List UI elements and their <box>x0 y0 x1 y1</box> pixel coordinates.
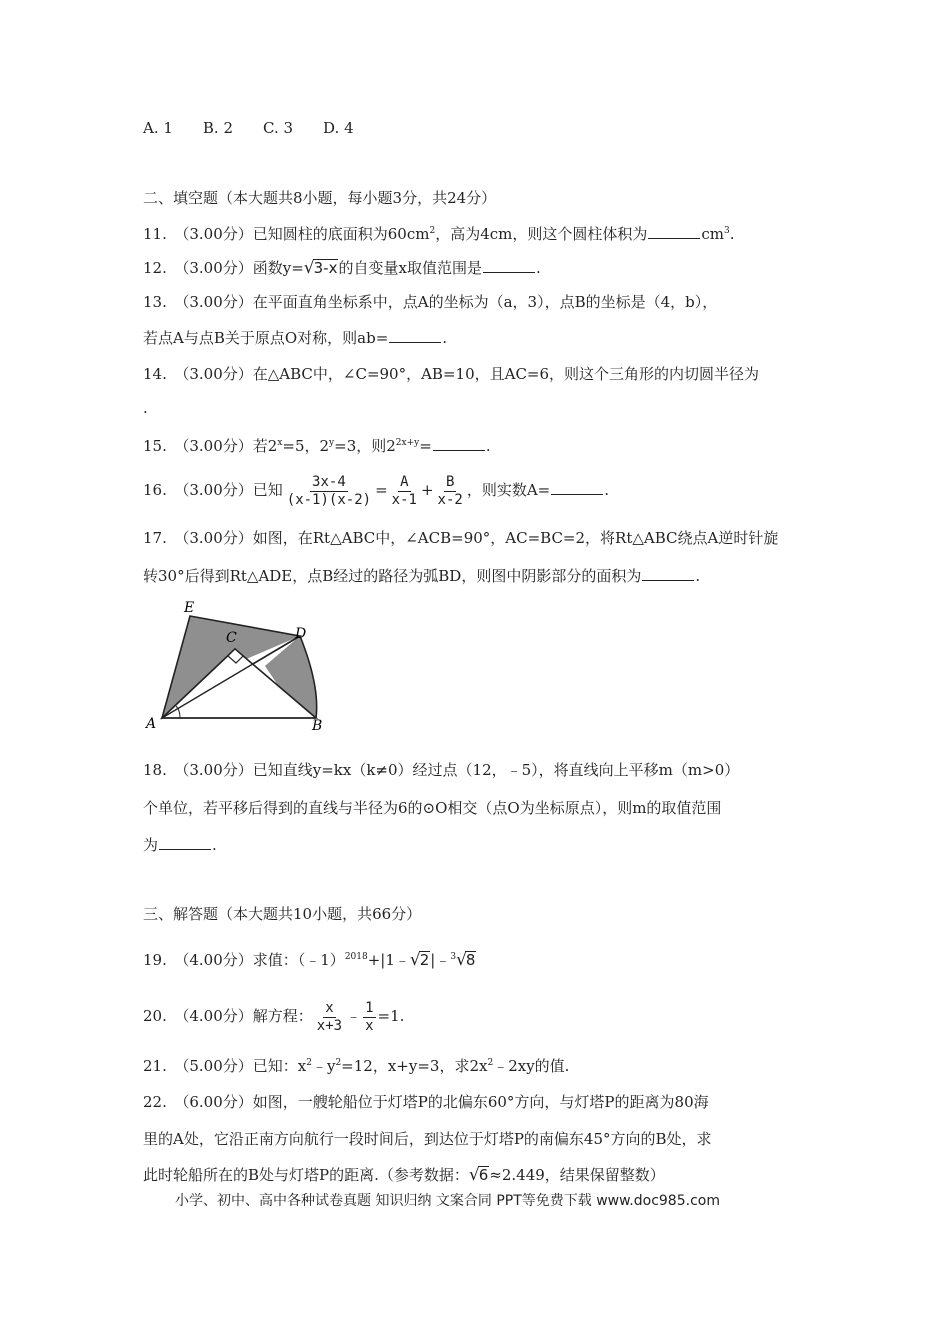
fraction: $\frac{x}{x+3}$ <box>316 999 343 1034</box>
radical-sign: √ <box>468 1165 480 1185</box>
question-20: 20. （4.00分）解方程： $\frac{x}{x+3}$ ﹣ $\frac{1}{x}$ =1. <box>143 999 405 1034</box>
question-17-line-2: 转30°后得到Rt△ADE，点B经过的路径为弧BD，则图中阴影部分的面积为 . <box>143 567 701 585</box>
label-d: D <box>295 626 307 642</box>
question-22-line-3: 此时轮船所在的B处与灯塔P的距离.（参考数据：√6≈2.449，结果保留整数） <box>143 1165 665 1185</box>
fraction: $\frac{B}{x-2}$ <box>437 473 463 508</box>
question-21: 21. （5.00分）已知：$x^2﹣y^2=12$，x+y=3，求$2x^2﹣2xy$的值. <box>143 1057 570 1075</box>
question-15: 15. （3.00分）若$2^x=5$，$2^y=3$，则$2^{2x+y}=$ . <box>143 437 491 455</box>
label-e: E <box>184 600 195 616</box>
answer-blank <box>648 224 700 239</box>
cube-root-sign: √ <box>456 950 467 970</box>
question-11: 11. （3.00分）已知圆柱的底面积为$60cm^2$，高为4cm，则这个圆柱体积为 $cm^3$. <box>143 225 735 243</box>
question-13-line-2: 若点A与点B关于原点O对称，则ab= . <box>143 329 448 347</box>
question-14-line-2: . <box>143 399 148 417</box>
geometry-figure <box>140 596 340 736</box>
question-22-line-2: 里的A处，它沿正南方向航行一段时间后，到达位于灯塔P的南偏东45°方向的B处，求 <box>143 1130 712 1148</box>
question-19: 19. （4.00分）求值：（﹣1）$^{2018}$+|1﹣√2|﹣$^3$√8 <box>143 950 476 970</box>
label-c: C <box>226 630 237 646</box>
question-22-line-1: 22. （6.00分）如图，一艘轮船位于灯塔P的北偏东60°方向，与灯塔P的距离为80海 <box>143 1093 709 1111</box>
question-18-line-1: 18. （3.00分）已知直线y=kx（k≠0）经过点（12，﹣5），将直线向上平移m（m>0） <box>143 761 740 779</box>
answer-blank <box>433 436 485 451</box>
question-18-line-3: 为 . <box>143 836 217 854</box>
answer-blank <box>551 480 603 495</box>
question-14-line-1: 14. （3.00分）在△ABC中，∠C=90°，AB=10，且AC=6，则这个三角形的内切圆半径为 <box>143 365 760 383</box>
label-b: B <box>312 718 323 734</box>
radical-sign: √ <box>303 258 315 278</box>
question-13-line-1: 13. （3.00分）在平面直角坐标系中，点A的坐标为（a，3），点B的坐标是（4，b）， <box>143 293 718 311</box>
question-12: 12. （3.00分）函数y=√3-x的自变量x取值范围是 . <box>143 258 541 278</box>
answer-blank <box>389 328 441 343</box>
answer-blank <box>159 835 211 850</box>
answer-blank <box>483 258 535 273</box>
question-16: 16. （3.00分）已知 $\frac{3x-4}{(x-1)(x-2)}$ = $\frac{A}{x-1}$ + $\frac{B}{x-2}$ ，则实数A= . <box>143 473 609 508</box>
footer-watermark: 小学、初中、高中各种试卷真题 知识归纳 文案合同 PPT等免费下载 www.doc985.com <box>175 1193 720 1209</box>
question-18-line-2: 个单位，若平移后得到的直线与半径为6的⊙O相交（点O为坐标原点），则m的取值范围 <box>143 799 722 817</box>
radical-sign: √ <box>409 950 421 970</box>
fraction: $\frac{1}{x}$ <box>365 999 374 1034</box>
question-17-line-1: 17. （3.00分）如图，在Rt△ABC中，∠ACB=90°，AC=BC=2，将Rt△ABC绕点A逆时针旋 <box>143 529 779 547</box>
section-heading-solutions: 三、解答题（本大题共10小题，共66分） <box>143 905 422 923</box>
fraction: $\frac{A}{x-1}$ <box>391 473 417 508</box>
label-a: A <box>146 716 157 732</box>
answer-blank <box>642 566 694 581</box>
section-heading-fill-in: 二、填空题（本大题共8小题，每小题3分，共24分） <box>143 189 497 207</box>
options-line: A. 1 B. 2 C. 3 D. 4 <box>143 119 354 137</box>
fraction: $\frac{3x-4}{(x-1)(x-2)}$ <box>286 473 372 508</box>
